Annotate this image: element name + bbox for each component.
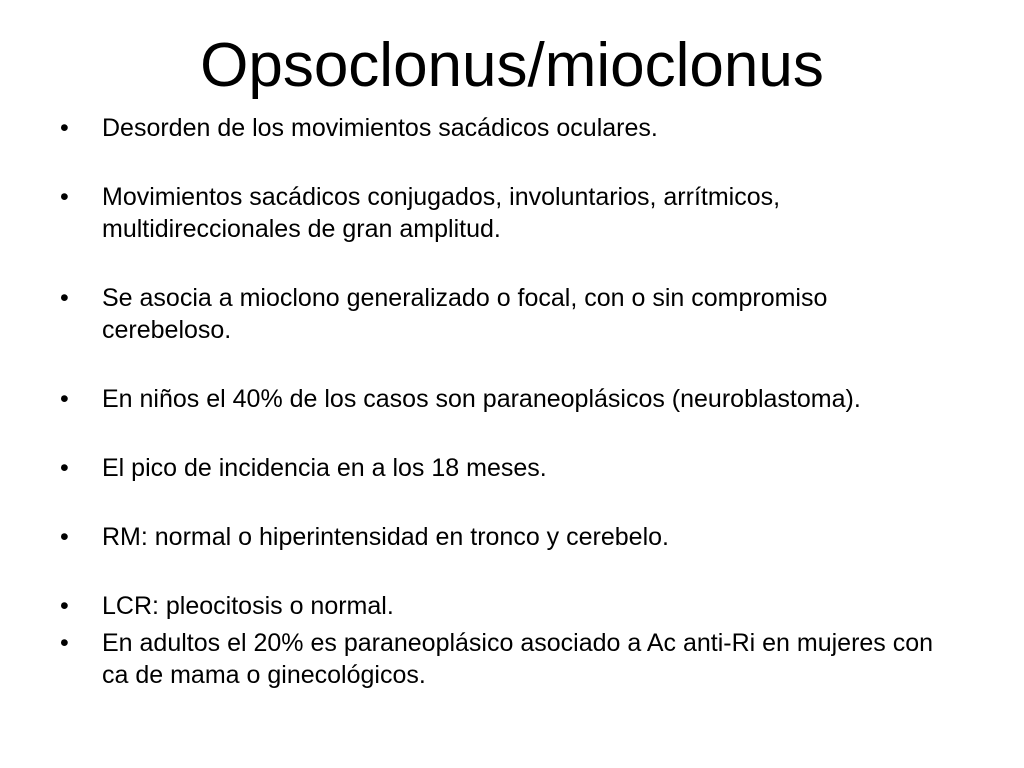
bullet-item-7 xyxy=(60,590,960,622)
bullet-item-5 xyxy=(60,452,960,484)
bullet-item-3 xyxy=(60,282,960,346)
bullet-text: Movimientos sacádicos conjugados, involuntarios, arrítmicos, multidireccionales de gran amplitud. xyxy=(102,183,781,243)
bullet-marker: • xyxy=(60,523,69,551)
bullet-text: En adultos el 20% es paraneoplásico asociado a Ac anti-Ri en mujeres con ca de mama o ginecológicos. xyxy=(102,629,934,689)
bullet-text: LCR: pleocitosis o normal. xyxy=(102,592,394,620)
bullet-marker: • xyxy=(60,592,69,620)
bullet-marker: • xyxy=(60,114,69,142)
bullet-text: RM: normal o hiperintensidad en tronco y cerebelo. xyxy=(102,523,669,551)
bullet-text: Se asocia a mioclono generalizado o focal, con o sin compromiso cerebeloso. xyxy=(102,284,828,344)
bullet-item-4 xyxy=(60,383,960,415)
bullet-item-8 xyxy=(60,627,960,691)
bullet-text: Desorden de los movimientos sacádicos oculares. xyxy=(102,114,658,142)
bullet-marker: • xyxy=(60,454,69,482)
bullet-text: En niños el 40% de los casos son paraneoplásicos (neuroblastoma). xyxy=(102,385,861,413)
slide-title: Opsoclonus/mioclonus xyxy=(200,31,824,100)
bullet-marker: • xyxy=(60,183,69,211)
bullet-item-6 xyxy=(60,521,960,553)
bullet-text: El pico de incidencia en a los 18 meses. xyxy=(102,454,547,482)
bullet-marker: • xyxy=(60,284,69,312)
bullet-marker: • xyxy=(60,385,69,413)
bullet-list xyxy=(60,112,960,691)
bullet-item-1 xyxy=(60,112,960,144)
bullet-marker: • xyxy=(60,629,69,657)
bullet-item-2 xyxy=(60,181,960,245)
